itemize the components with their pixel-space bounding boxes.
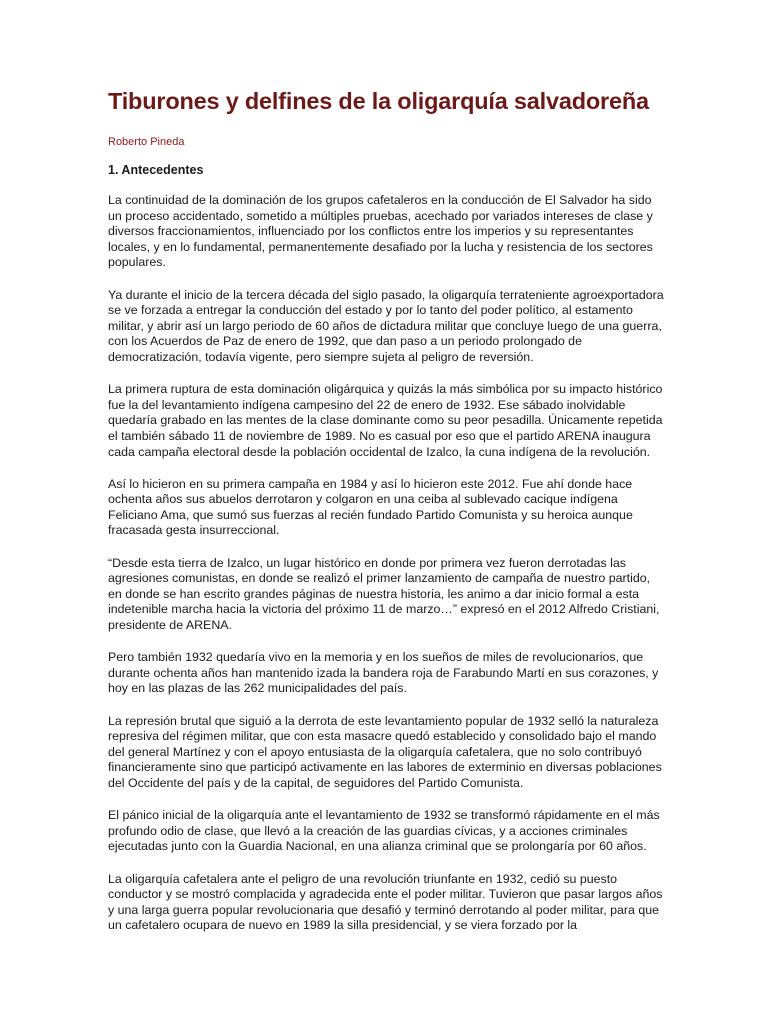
- paragraph: La continuidad de la dominación de los grupos cafetaleros en la conducción de El Salvador ha sido un proceso accidentado, sometido a múltiples pruebas, acechado por variados intereses de clase y diversos fraccionamientos, influenciado por los conflictos entre los imperios y su representantes locales, y en lo fundamental, permanentemente desafiado por la lucha y resistencia de los sectores populares.: [108, 193, 653, 270]
- paragraph: Ya durante el inicio de la tercera década del siglo pasado, la oligarquía terrateniente agroexportadora se ve forzada a entregar la conducción del estado y por lo tanto del poder político, al estamento militar, y abrir así un largo periodo de 60 años de dictadura militar que concluye luego de una guerra, con los Acuerdos de Paz de enero de 1992, que dan paso a un periodo prolongado de democratización, todavía vigente, pero siempre sujeta al peligro de reversión.: [108, 287, 664, 364]
- paragraph: La represión brutal que siguió a la derrota de este levantamiento popular de 1932 selló la naturaleza represiva del régimen militar, que con esta masacre quedó establecido y consolidado bajo el mando del general Martínez y con el apoyo entusiasta de la oligarquía cafetalera, que no solo contribuyó financieramente sino que participó activamente en las labores de exterminio en diversas poblaciones del Occidente del país y de la capital, de seguidores del Partido Comunista.: [108, 713, 662, 790]
- quote-paragraph: “Desde esta tierra de Izalco, un lugar histórico en donde por primera vez fueron derrotadas las agresiones comunistas, en donde se realizó el primer lanzamiento de campaña de nuestro partido, en donde se han escrito grandes páginas de nuestra historia, les animo a dar inicio formal a esta indetenible marcha hacia la victoria del próximo 11 de marzo…” expresó en el 2012 Alfredo Cristiani, presidente de ARENA.: [108, 555, 660, 633]
- paragraph: El pánico inicial de la oligarquía ante el levantamiento de 1932 se transformó rápidamente en el más profundo odio de clase, que llevó a la creación de las guardias cívicas, y a acciones criminales ejecutadas junto con la Guardia Nacional, en una alianza criminal que se prolongaría por 60 años.: [108, 808, 660, 854]
- paragraph: Pero también 1932 quedaría vivo en la memoria y en los sueños de miles de revolucionarios, que durante ochenta años han mantenido izada la bandera roja de Farabundo Martí en sus corazones, y hoy en las plazas de las 262 municipalidades del país.: [108, 650, 659, 696]
- paragraph: La oligarquía cafetalera ante el peligro de una revolución triunfante en 1932, cedió su puesto conductor y se mostró complacida y agradecida ente el poder militar. Tuvieron que pasar largos años y una larga guerra popular revolucionaria que desafió y terminó derrotando al poder militar, para que un cafetalero ocupara de nuevo en 1989 la silla presidencial, y se viera forzado por la: [108, 871, 663, 933]
- article-body: [108, 193, 664, 951]
- paragraph: Así lo hicieron en su primera campaña en 1984 y así lo hicieron este 2012. Fue ahí donde hace ochenta años sus abuelos derrotaron y colgaron en una ceiba al sublevado cacique indígena Feliciano Ama, que sumó sus fuerzas al recién fundado Partido Comunista y su heroica aunque fracasada gesta insurreccional.: [108, 476, 633, 538]
- section-heading: 1. Antecedentes: [108, 163, 204, 177]
- document-title: Tiburones y delfines de la oligarquía salvadoreña: [108, 88, 649, 114]
- author-link[interactable]: Roberto Pineda: [108, 136, 185, 148]
- paragraph: La primera ruptura de esta dominación oligárquica y quizás la más simbólica por su impacto histórico fue la del levantamiento indígena campesino del 22 de enero de 1932. Ese sábado inolvidable quedaría grabado en las mentes de la clase dominante como su peor pesadilla. Únicamente repetida el también sábado 11 de noviembre de 1989. No es casual por eso que el partido ARENA inaugura cada campaña electoral desde la población occidental de Izalco, la cuna indígena de la revolución.: [108, 382, 663, 459]
